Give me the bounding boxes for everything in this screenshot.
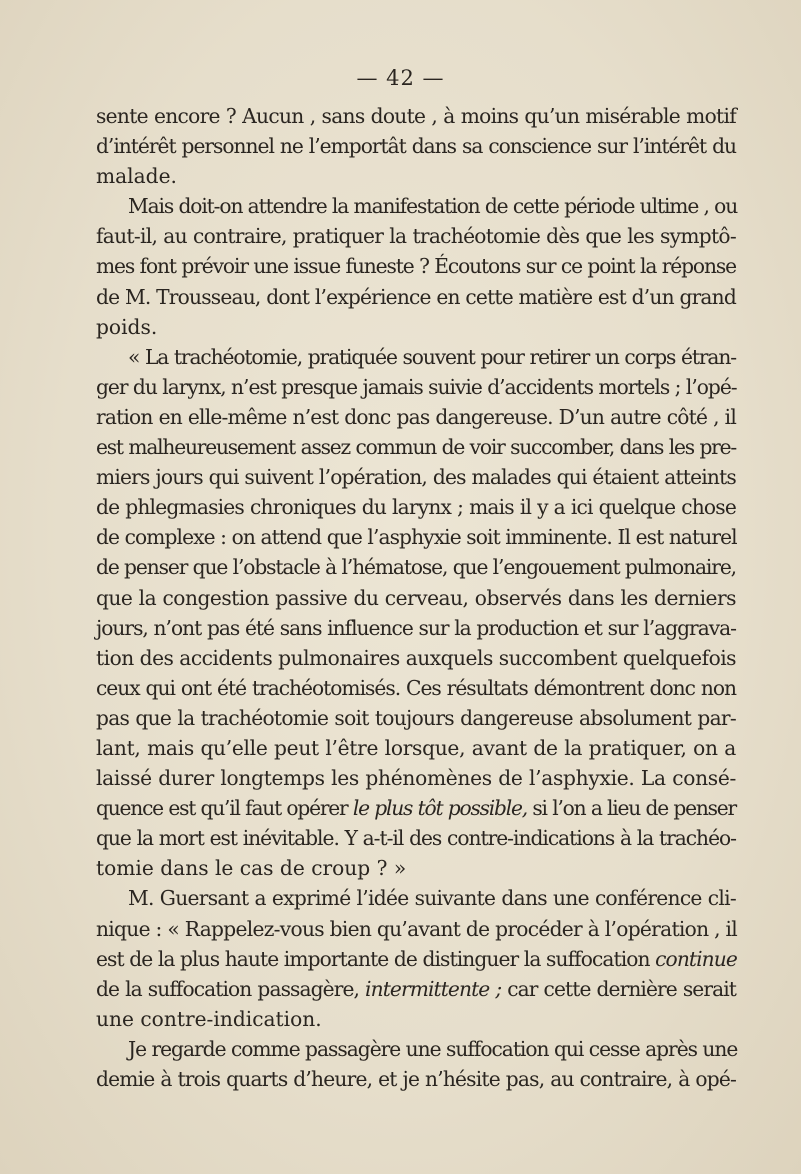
text-line: ration en elle-même n’est donc pas dangereuse. D’un autre côté , il (96, 404, 736, 429)
text-line: malade. (96, 164, 177, 189)
text-line: que la congestion passive du cerveau, observés dans les derniers (96, 585, 736, 610)
text-line: poids. (96, 314, 158, 339)
text-line: lant, mais qu’elle peut l’être lorsque, avant de la pratiquer, on a (96, 735, 736, 760)
text-line: d’intérêt personnel ne l’emportât dans sa conscience sur l’intérêt du (96, 134, 736, 159)
text-line: ger du larynx, n’est presque jamais suivie d’accidents mortels ; l’opé- (96, 374, 737, 399)
text-line: « La trachéotomie, pratiquée souvent pour retirer un corps étran- (128, 344, 736, 369)
text-line: ceux qui ont été trachéotomisés. Ces résultats démontrent donc non (96, 675, 736, 700)
text-segment: car cette dernière serait (501, 976, 736, 1001)
text-line: jours, n’ont pas été sans influence sur la production et sur l’aggrava- (96, 615, 736, 640)
text-line: Je regarde comme passagère une suffocation qui cesse après une (128, 1036, 738, 1061)
italic-emphasis: le plus tôt possible, (352, 796, 527, 821)
text-line (96, 974, 736, 1004)
text-line: faut-il, au contraire, pratiquer la trachéotomie dès que les symptô- (96, 224, 736, 249)
text-line: laissé durer longtemps les phénomènes de l’asphyxie. La consé- (96, 766, 736, 791)
text-line (96, 944, 736, 974)
text-line: de phlegmasies chroniques du larynx ; mais il y a ici quelque chose (96, 495, 736, 520)
text-line: tion des accidents pulmonaires auxquels succombent quelquefois (96, 645, 737, 670)
text-line: de penser que l’obstacle à l’hématose, que l’engouement pulmonaire, (96, 555, 736, 580)
page-number: — 42 — (356, 66, 445, 90)
text-segment: de la suffocation passagère, (96, 976, 366, 1001)
text-line: de complexe : on attend que l’asphyxie soit imminente. Il est naturel (96, 525, 737, 550)
text-line: une contre-indication. (96, 1006, 322, 1031)
text-line: est malheureusement assez commun de voir succomber, dans les pre- (96, 435, 736, 460)
text-segment: si l’on a lieu de penser (526, 796, 736, 821)
text-line: M. Guersant a exprimé l’idée suivante dans une conférence cli- (128, 886, 736, 911)
text-line: que la mort est inévitable. Y a-t-il des contre-indications à la trachéo- (96, 826, 736, 851)
text-line: pas que la trachéotomie soit toujours dangereuse absolument par- (96, 705, 736, 730)
text-line: demie à trois quarts d’heure, et je n’hésite pas, au contraire, à opé- (96, 1067, 736, 1091)
body-text (96, 101, 736, 1094)
text-segment: quence est qu’il faut opérer (96, 796, 353, 821)
text-line: mes font prévoir une issue funeste ? Écoutons sur ce point la réponse (96, 254, 736, 279)
text-line: miers jours qui suivent l’opération, des malades qui étaient atteints (96, 465, 736, 490)
text-line: nique : « Rappelez-vous bien qu’avant de procéder à l’opération , il (96, 916, 738, 941)
italic-emphasis: intermittente ; (365, 976, 502, 1001)
text-line: sente encore ? Aucun , sans doute , à moins qu’un misérable motif (96, 104, 736, 128)
text-line: Mais doit-on attendre la manifestation de cette période ultime , ou (128, 194, 738, 219)
italic-emphasis: continue (655, 946, 737, 971)
text-line: tomie dans le cas de croup ? » (96, 856, 407, 881)
text-line: de M. Trousseau, dont l’expérience en cette matière est d’un grand (96, 284, 736, 309)
text-segment: est de la plus haute importante de distinguer la suffocation (96, 946, 656, 971)
text-line (96, 793, 736, 823)
